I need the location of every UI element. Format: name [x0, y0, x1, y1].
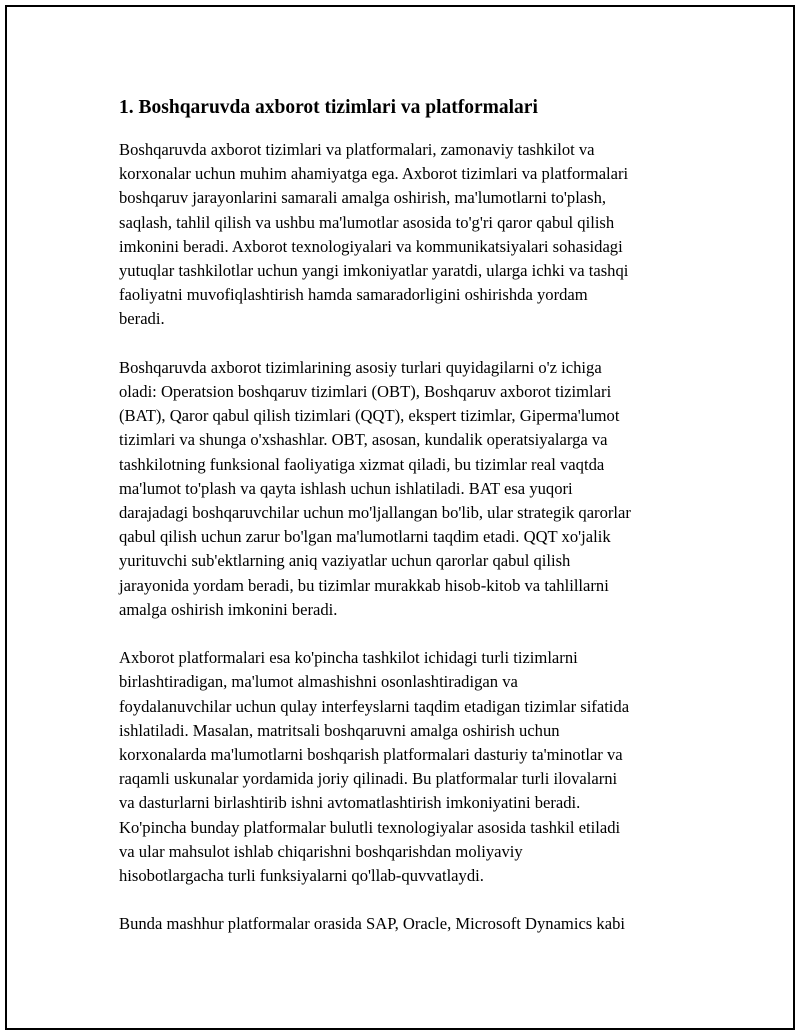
text-line: raqamli uskunalar yordamida joriy qilinadi. Bu platformalar turli ilovalarni	[119, 769, 618, 789]
text-line: Axborot platformalari esa ko'pincha tashkilot ichidagi turli tizimlarni	[119, 648, 578, 668]
text-line: darajadagi boshqaruvchilar uchun mo'ljallangan bo'lib, ular strategik qarorlar	[119, 503, 631, 523]
text-line: (BAT), Qaror qabul qilish tizimlari (QQT), ekspert tizimlar, Giperma'lumot	[119, 406, 620, 426]
text-line: beradi.	[119, 309, 165, 329]
text-line: foydalanuvchilar uchun qulay interfeyslarni taqdim etadigan tizimlar sifatida	[119, 696, 630, 716]
document-page	[5, 5, 795, 1030]
section-heading: 1. Boshqaruvda axborot tizimlari va platformalari	[119, 97, 538, 118]
text-line: tizimlari va shunga o'xshashlar. OBT, asosan, kundalik operatsiyalarga va	[119, 430, 608, 450]
text-line: yutuqlar tashkilotlar uchun yangi imkoniyatlar yaratdi, ularga ichki va tashqi	[119, 261, 629, 281]
text-line: ishlatiladi. Masalan, matritsali boshqaruvni amalga oshirish uchun	[119, 720, 560, 740]
text-line: Boshqaruvda axborot tizimlarining asosiy turlari quyidagilarni o'z ichiga	[119, 357, 602, 377]
text-line: Ko'pincha bunday platformalar bulutli texnologiyalar asosida tashkil etiladi	[119, 817, 621, 837]
text-line: va dasturlarni birlashtirib ishni avtomatlashtirish imkoniyatini beradi.	[119, 793, 581, 813]
text-line: yurituvchi sub'ektlarning aniq vaziyatlar uchun qarorlar qabul qilish	[119, 551, 571, 571]
text-line: ma'lumot to'plash va qayta ishlash uchun ishlatiladi. BAT esa yuqori	[119, 478, 573, 498]
text-line: boshqaruv jarayonlarini samarali amalga oshirish, ma'lumotlarni to'plash,	[119, 188, 607, 208]
text-line: faoliyatni muvofiqlashtirish hamda samaradorligini oshirishda yordam	[119, 285, 588, 305]
text-line: korxonalarda ma'lumotlarni boshqarish platformalari dasturiy ta'minotlar va	[119, 745, 623, 765]
text-line: tashkilotning funksional faoliyatiga xizmat qiladi, bu tizimlar real vaqtda	[119, 454, 605, 474]
text-line: amalga oshirish imkonini beradi.	[119, 599, 338, 619]
paragraph-3	[119, 646, 694, 888]
text-line: Bunda mashhur platformalar orasida SAP, Oracle, Microsoft Dynamics kabi	[119, 914, 625, 934]
text-line: saqlash, tahlil qilish va ushbu ma'lumotlar asosida to'g'ri qaror qabul qilish	[119, 212, 615, 232]
text-line: imkonini beradi. Axborot texnologiyalari va kommunikatsiyalari sohasidagi	[119, 236, 623, 256]
paragraph-1	[119, 138, 694, 332]
paragraph-2	[119, 356, 694, 622]
text-line: va ular mahsulot ishlab chiqarishni boshqarishdan moliyaviy	[119, 841, 523, 861]
text-line: korxonalar uchun muhim ahamiyatga ega. Axborot tizimlari va platformalari	[119, 164, 629, 184]
text-line: birlashtiradigan, ma'lumot almashishni osonlashtiradigan va	[119, 672, 518, 692]
text-line: qabul qilish uchun zarur bo'lgan ma'lumotlarni taqdim etadi. QQT xo'jalik	[119, 527, 611, 547]
text-line: oladi: Operatsion boshqaruv tizimlari (OBT), Boshqaruv axborot tizimlari	[119, 382, 612, 402]
document-content	[119, 96, 694, 961]
text-line: jarayonida yordam beradi, bu tizimlar murakkab hisob-kitob va tahlillarni	[119, 575, 609, 595]
paragraph-4	[119, 912, 694, 936]
text-line: hisobotlargacha turli funksiyalarni qo'llab-quvvatlaydi.	[119, 866, 484, 886]
text-line: Boshqaruvda axborot tizimlari va platformalari, zamonaviy tashkilot va	[119, 140, 595, 159]
